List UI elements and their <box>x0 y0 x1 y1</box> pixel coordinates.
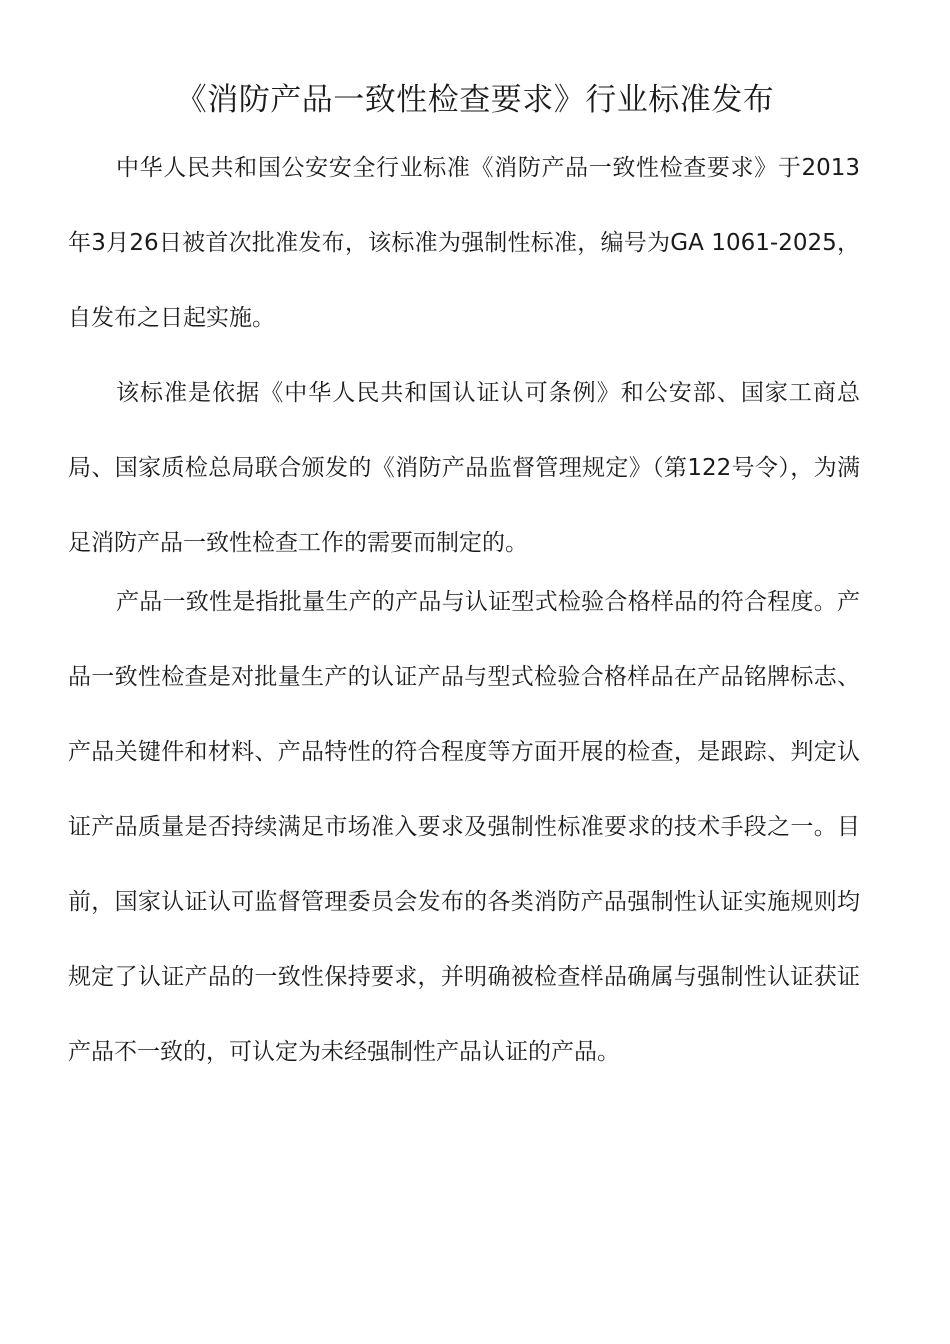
paragraph-consistency-definition: 产品一致性是指批量生产的产品与认证型式检验合格样品的符合程度。产品一致性检查是对批量生产的认证产品与型式检验合格样品在产品铭牌标志、产品关键件和材料、产品特性的符合程度等方面开展的检查，是跟踪、判定认证产品质量是否持续满足市场准入要求及强制性标准要求的技术手段之一。目前，国家认证认可监督管理委员会发布的各类消防产品强制性认证实施规则均规定了认证产品的一致性保持要求，并明确被检查样品确属与强制性认证获证产品不一致的，可认定为未经强制性产品认证的产品。 <box>68 589 860 1065</box>
paragraph-legal-basis: 该标准是依据《中华人民共和国认证认可条例》和公安部、国家工商总局、国家质检总局联合颁发的《消防产品监督管理规定》（第122号令），为满足消防产品一致性检查工作的需要而制定的。 <box>68 380 860 556</box>
paragraph-standard-release: 中华人民共和国公安安全行业标准《消防产品一致性检查要求》于2013年3月26日被首次批准发布，该标准为强制性标准，编号为GA 1061-2025，自发布之日起实施。 <box>68 155 860 331</box>
document-title: 《消防产品一致性检查要求》行业标准发布 <box>175 82 775 118</box>
